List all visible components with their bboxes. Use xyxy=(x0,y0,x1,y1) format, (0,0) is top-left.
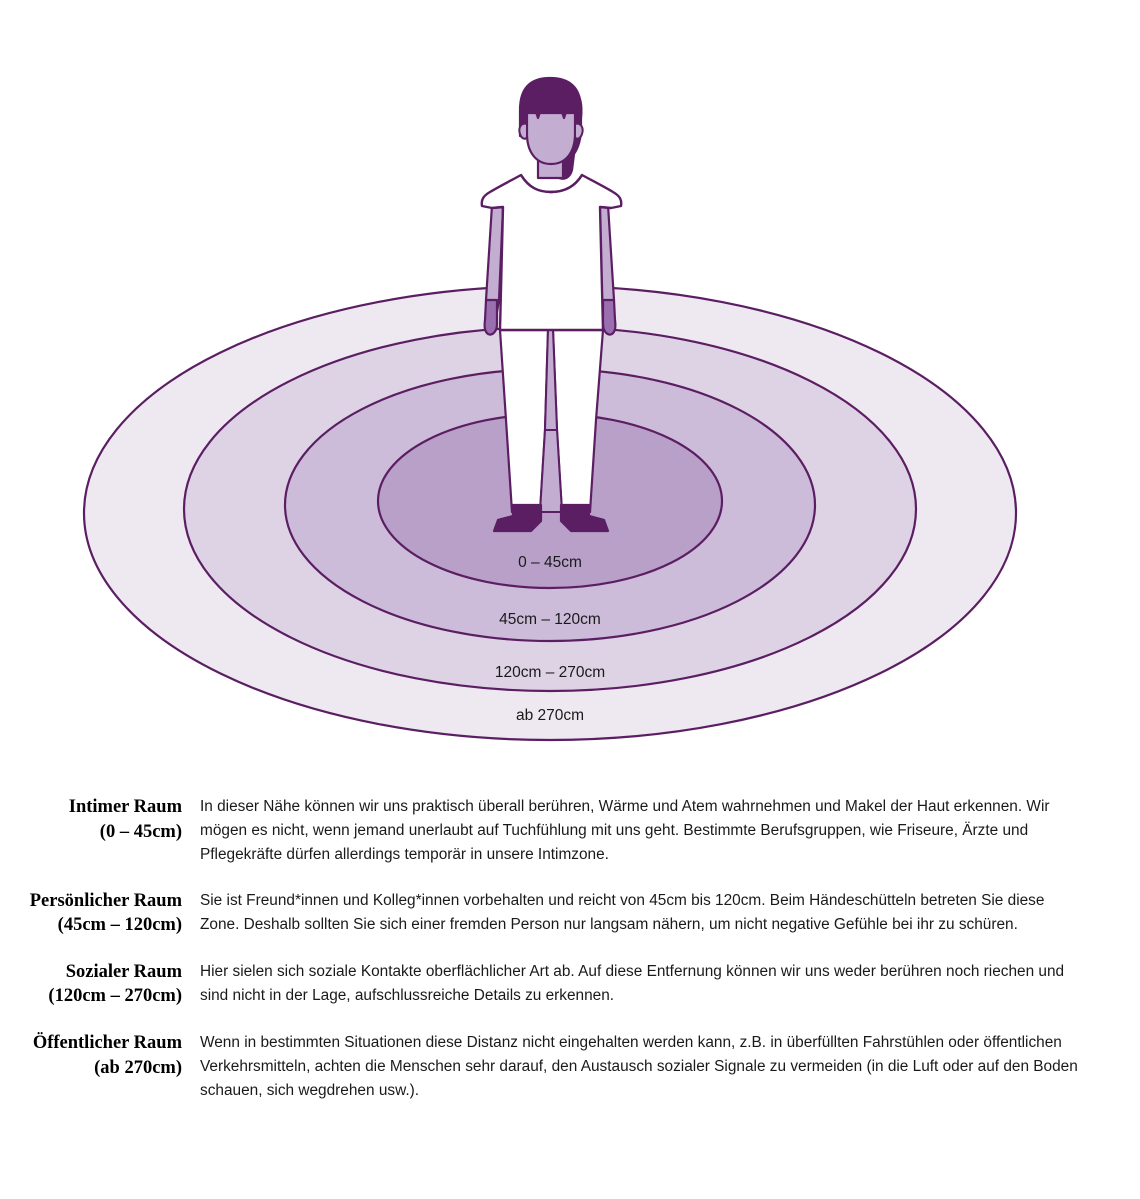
legend-item-intimate xyxy=(0,795,1140,867)
legend-body-intimate xyxy=(200,795,1140,867)
legend-term-name: Persönlicher Raum xyxy=(29,890,182,911)
legend-term-range: (45cm – 120cm) xyxy=(57,915,182,936)
legend-term-range: (ab 270cm) xyxy=(94,1057,182,1078)
left-ear-shape xyxy=(519,124,527,139)
legend-term-personal xyxy=(0,889,200,938)
zone-label-intimate: 0 – 45cm xyxy=(518,554,582,571)
legend-term-name: Öffentlicher Raum xyxy=(32,1033,182,1053)
legend-item-social xyxy=(0,960,1140,1009)
legend-term-name: Intimer Raum xyxy=(68,797,182,817)
legend-term-range: (0 – 45cm) xyxy=(99,821,182,842)
legend-term-intimate xyxy=(0,795,200,844)
legend-term-social xyxy=(0,960,200,1009)
legend-term-name: Sozialer Raum xyxy=(65,961,182,982)
legend-paragraph: Sie ist Freund*innen und Kolleg*innen vorbehalten und reicht von 45cm bis 120cm. Beim Händeschütteln betreten Sie diese Zone. Deshalb sollten Sie sich einer fremden Person nur langsam nähern, um nicht negative Gefühle bei ihr zu schüren. xyxy=(200,891,1045,933)
zone-descriptions xyxy=(0,795,1140,1125)
legend-paragraph: Wenn in bestimmten Situationen diese Distanz nicht eingehalten werden kann, z.B. in überfüllten Fahrstühlen oder öffentlichen Verkehrsmitteln, achten die Menschen sehr darauf, den Austausch sozialer Signale zu vermeiden (in die Luft oder auf den Boden schauen, sich wegdrehen usw.). xyxy=(200,1034,1078,1099)
left-hand-shape xyxy=(485,300,497,335)
zone-label-public: ab 270cm xyxy=(515,707,585,724)
right-ear-shape xyxy=(575,124,583,139)
legend-body-personal xyxy=(200,889,1140,937)
right-hand-shape xyxy=(603,300,615,335)
zone-label-social: 120cm – 270cm xyxy=(494,664,606,681)
legend-paragraph: Hier sielen sich soziale Kontakte oberflächlicher Art ab. Auf diese Entfernung können wir uns weder berühren noch riechen und sind nicht in der Lage, aufschlussreiche Details zu erkennen. xyxy=(200,962,1065,1004)
legend-body-public xyxy=(200,1031,1140,1103)
legend-paragraph: In dieser Nähe können wir uns praktisch überall berühren, Wärme und Atem wahrnehmen und Makel der Haut erkennen. Wir mögen es nicht, wenn jemand unerlaubt auf Tuchfühlung mit uns geht. Bestimmte Berufsgruppen, wie Friseure, Ärzte und Pflegekräfte dürfen allerdings temporär in unsere Intimzone. xyxy=(200,798,1050,863)
legend-item-public xyxy=(0,1031,1140,1103)
legend-term-range: (120cm – 270cm) xyxy=(48,986,182,1007)
right-sleeve-seam xyxy=(600,207,611,208)
legend-item-personal xyxy=(0,889,1140,938)
left-sleeve-seam xyxy=(492,207,503,208)
face-shape xyxy=(527,113,575,164)
hair-fringe-shape xyxy=(521,79,582,118)
zone-label-personal: 45cm – 120cm xyxy=(499,611,601,628)
tshirt-shape xyxy=(482,175,621,330)
trouser-gap-lower-shape xyxy=(540,430,562,512)
legend-body-social xyxy=(200,960,1140,1008)
legend-term-public xyxy=(0,1031,200,1080)
